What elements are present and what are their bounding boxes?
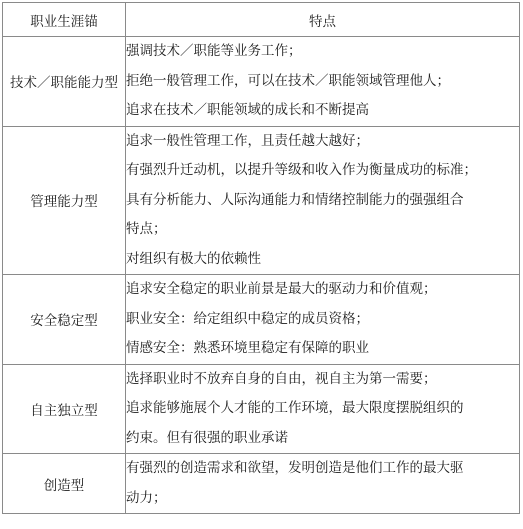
anchor-features-security bbox=[126, 275, 520, 365]
feature-line: 追求能够施展个人才能的工作环境，最大限度摆脱组织的 bbox=[126, 400, 464, 416]
table-row bbox=[3, 126, 520, 275]
feature-line: 特点； bbox=[126, 221, 167, 237]
table-row bbox=[3, 37, 520, 127]
feature-line: 约束。但有很强的职业承诺 bbox=[126, 429, 288, 446]
feature-line: 拒绝一般管理工作，可以在技术／职能领域管理他人； bbox=[126, 72, 450, 89]
feature-line: 对组织有极大的依赖性 bbox=[126, 250, 261, 267]
feature-line: 具有分析能力、人际沟通能力和情绪控制能力的强强组合 bbox=[126, 191, 464, 208]
feature-line: 动力； bbox=[126, 489, 167, 506]
table-row bbox=[3, 275, 520, 365]
anchor-name-autonomy: 自主独立型 bbox=[3, 364, 126, 454]
table-row bbox=[3, 364, 520, 454]
anchor-features-creativity bbox=[126, 454, 520, 514]
feature-line: 追求在技术／职能领域的成长和不断提高 bbox=[126, 102, 369, 118]
anchor-name-technical: 技术／职能能力型 bbox=[3, 37, 126, 127]
table-row bbox=[3, 454, 520, 514]
anchor-features-managerial bbox=[126, 126, 520, 275]
table-header-row bbox=[3, 3, 520, 37]
feature-line: 追求一般性管理工作，且责任越大越好； bbox=[126, 132, 369, 149]
feature-line: 选择职业时不放弃自身的自由，视自主为第一需要； bbox=[126, 370, 437, 387]
feature-line: 职业安全：给定组织中稳定的成员资格； bbox=[126, 310, 369, 327]
anchor-features-technical bbox=[126, 37, 520, 127]
feature-line: 强调技术／职能等业务工作； bbox=[126, 43, 302, 59]
feature-line: 有强烈的创造需求和欲望，发明创造是他们工作的最大驱 bbox=[126, 460, 464, 476]
header-career-anchor: 职业生涯锚 bbox=[3, 3, 126, 37]
header-characteristics: 特点 bbox=[126, 3, 520, 37]
anchor-features-autonomy bbox=[126, 364, 520, 454]
feature-line: 情感安全：熟悉环境里稳定有保障的职业 bbox=[126, 340, 369, 356]
career-anchor-table bbox=[2, 2, 520, 514]
feature-line: 追求安全稳定的职业前景是最大的驱动力和价值观； bbox=[126, 281, 437, 297]
anchor-name-creativity: 创造型 bbox=[3, 454, 126, 514]
anchor-name-security: 安全稳定型 bbox=[3, 275, 126, 365]
feature-line: 有强烈升迁动机，以提升等级和收入作为衡量成功的标准； bbox=[126, 162, 477, 178]
anchor-name-managerial: 管理能力型 bbox=[3, 126, 126, 275]
